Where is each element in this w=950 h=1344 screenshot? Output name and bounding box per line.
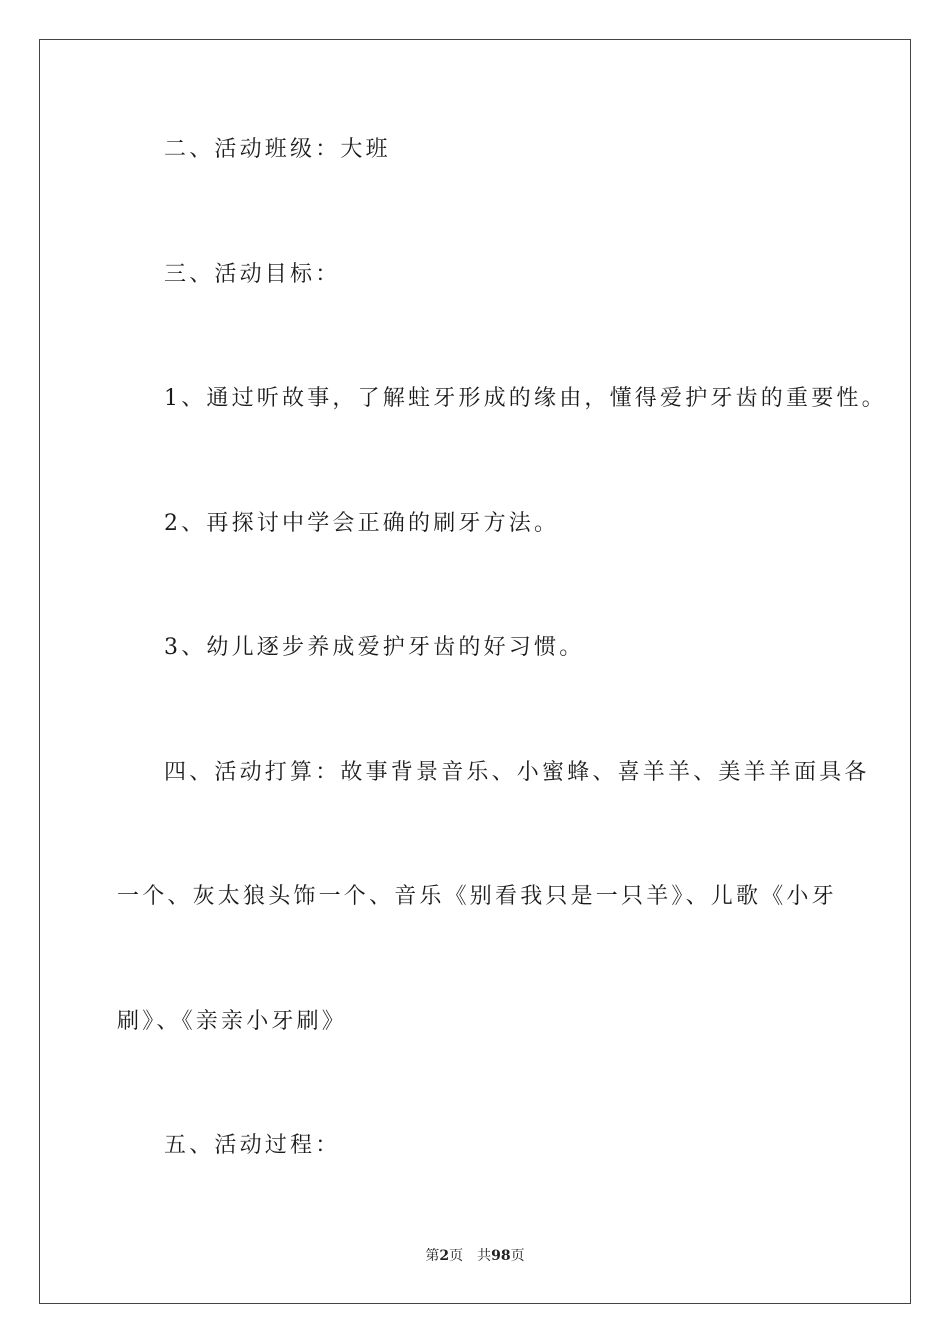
goal-item-3: 3、幼儿逐步养成爱护牙齿的好习惯。 xyxy=(164,635,585,660)
section-class-line: 二、活动班级：大班 xyxy=(164,137,391,162)
footer-total-suffix: 页 xyxy=(510,1248,525,1264)
footer-page-suffix: 页 xyxy=(449,1248,464,1264)
section-preparation-line-3: 刷》、《亲亲小牙刷》 xyxy=(117,1009,348,1034)
footer-total-pages: 98 xyxy=(491,1248,511,1264)
section-preparation-line-1: 四、活动打算：故事背景音乐、小蜜蜂、喜羊羊、美羊羊面具各 xyxy=(164,760,870,785)
footer-page-prefix: 第 xyxy=(425,1248,440,1264)
section-goals-heading: 三、活动目标： xyxy=(164,262,341,287)
goal-item-1: 1、通过听故事，了解蛀牙形成的缘由，懂得爱护牙齿的重要性。 xyxy=(164,386,887,411)
footer-total-prefix: 共 xyxy=(477,1248,492,1264)
goal-item-2: 2、再探讨中学会正确的刷牙方法。 xyxy=(164,511,560,536)
section-preparation-line-2: 一个、灰太狼头饰一个、音乐《别看我只是一只羊》、儿歌《小牙 xyxy=(117,884,837,909)
page-frame xyxy=(39,39,911,1304)
page-footer xyxy=(0,1246,950,1266)
footer-page-number: 2 xyxy=(439,1248,450,1264)
section-process-heading: 五、活动过程： xyxy=(164,1133,341,1158)
